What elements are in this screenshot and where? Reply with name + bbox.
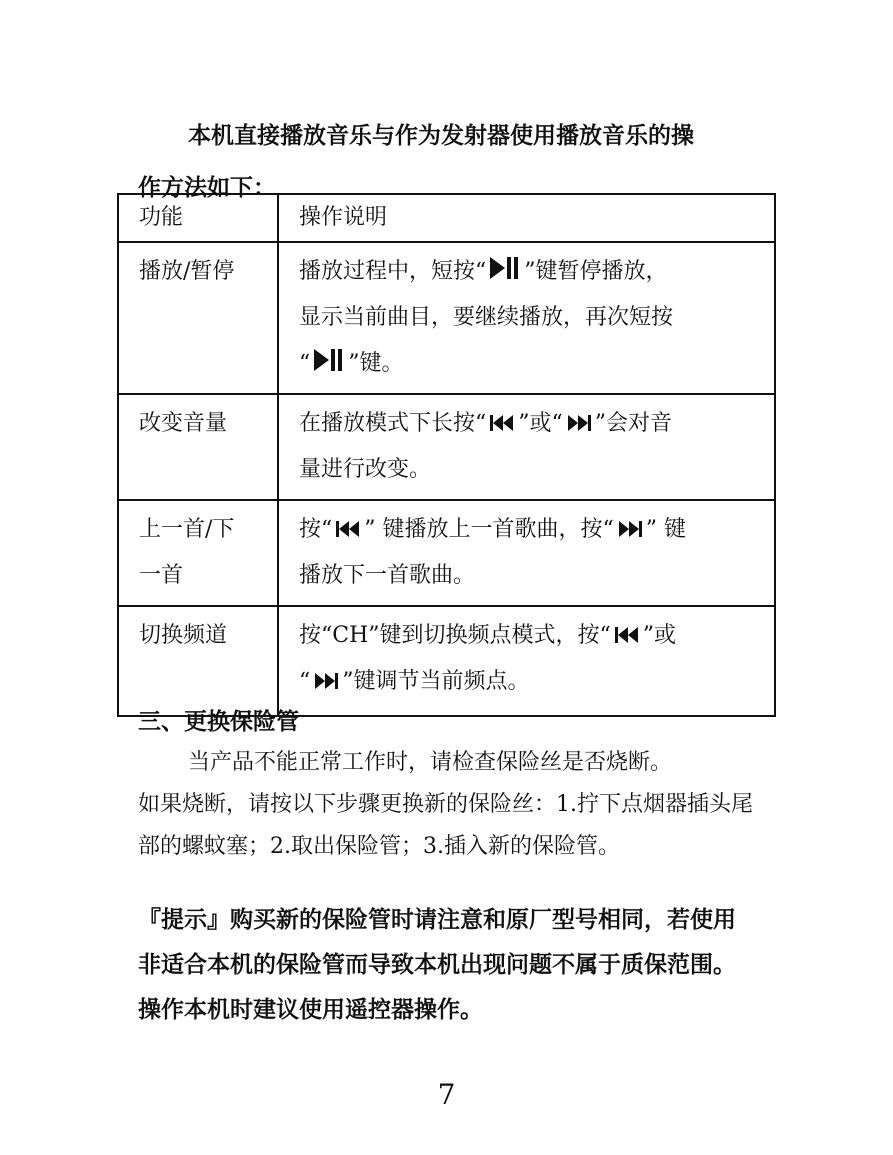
row-function: 播放/暂停 bbox=[118, 242, 278, 394]
row-function: 切换频道 bbox=[118, 606, 278, 716]
intro-line-1: 本机直接播放音乐与作为发射器使用播放音乐的操 bbox=[188, 123, 694, 149]
header-description: 操作说明 bbox=[278, 194, 775, 242]
previous-track-icon bbox=[336, 519, 360, 539]
paragraph-first-line: 当产品不能正常工作时，请检查保险丝是否烧断。 bbox=[188, 750, 673, 775]
tip-note: 『提示』购买新的保险管时请注意和原厂型号相同，若使用非适合本机的保险管而导致本机出现问题不属于质保范围。操作本机时建议使用遥控器操作。 bbox=[138, 907, 736, 1023]
row-description: 按“ ” 键播放上一首歌曲，按“ ” 键 播放下一首歌曲。 bbox=[278, 500, 775, 606]
play-pause-icon bbox=[490, 255, 520, 281]
play-pause-icon bbox=[314, 347, 344, 373]
operations-table bbox=[117, 193, 776, 717]
header-function: 功能 bbox=[118, 194, 278, 242]
row-description: 按“CH”键到切换频点模式，按“ ”或 “ ”键调节当前频点。 bbox=[278, 606, 775, 716]
row-description: 播放过程中，短按“ ”键暂停播放， 显示当前曲目，要继续播放，再次短按 “ ”键。 bbox=[278, 242, 775, 394]
table-row bbox=[118, 500, 775, 606]
table-header-row bbox=[118, 194, 775, 242]
page-number: 7 bbox=[437, 1078, 456, 1111]
next-track-icon bbox=[618, 519, 642, 539]
row-description: 在播放模式下长按“ ”或“ ”会对音 量进行改变。 bbox=[278, 394, 775, 500]
table-row bbox=[118, 242, 775, 394]
section-title: 三、更换保险管 bbox=[138, 709, 299, 735]
paragraph-body: 如果烧断，请按以下步骤更换新的保险丝：1.拧下点烟器插头尾部的螺蚊塞；2.取出保险管；3.插入新的保险管。 bbox=[138, 792, 753, 859]
previous-track-icon bbox=[615, 625, 639, 645]
row-function: 上一首/下 一首 bbox=[118, 500, 278, 606]
table-row bbox=[118, 394, 775, 500]
section-paragraph bbox=[138, 742, 758, 868]
intro-line-2: 作方法如下： bbox=[138, 175, 276, 201]
next-track-icon bbox=[567, 413, 591, 433]
previous-track-icon bbox=[490, 413, 514, 433]
next-track-icon bbox=[314, 671, 338, 691]
row-function: 改变音量 bbox=[118, 394, 278, 500]
